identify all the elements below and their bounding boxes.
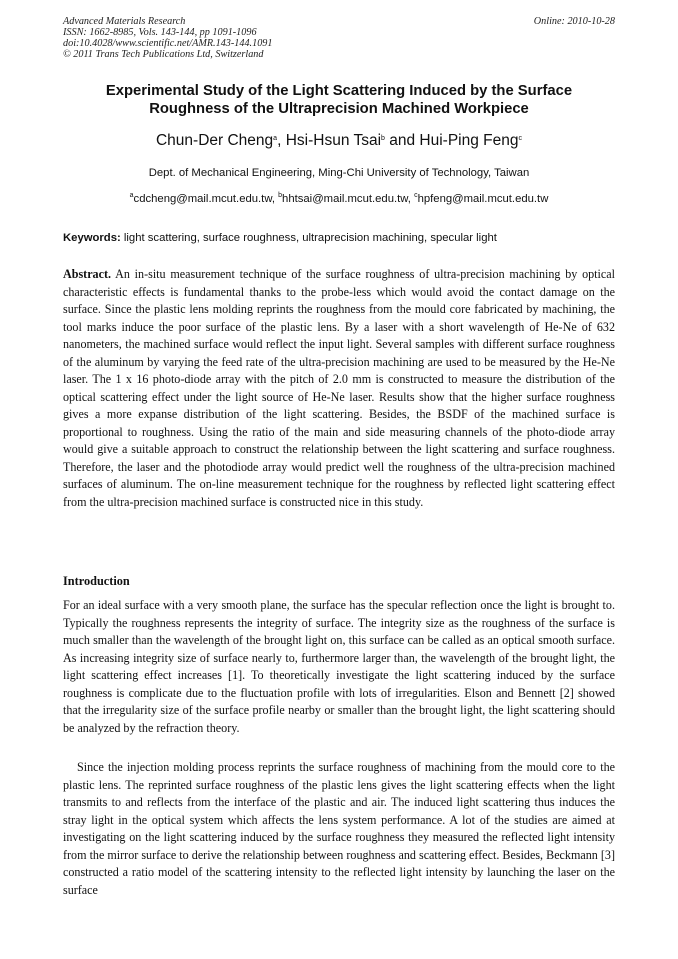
- keywords: [63, 231, 615, 246]
- doi-line: doi:10.4028/www.scientific.net/AMR.143-144.1091: [63, 38, 273, 49]
- abstract: [63, 266, 615, 511]
- online-date: Online: 2010-10-28: [533, 16, 615, 27]
- title-line-1: Experimental Study of the Light Scattering Induced by the Surface: [105, 83, 573, 99]
- email-list: [63, 192, 615, 207]
- email-separator: ,: [271, 193, 279, 205]
- copyright-line: © 2011 Trans Tech Publications Ltd, Switzerland: [63, 49, 264, 60]
- email-separator: ,: [407, 193, 415, 205]
- intro-paragraph-1: For an ideal surface with a very smooth plane, the surface has the specular reflection once the light is brought to. Typically the roughness represents the integrity of surface. The integrity size as the roughness of the surface is much smaller than the wavelength of the brought light on, this surface can be called as an optical smooth surface. As increasing integrity size of surface nearly to, furthermore larger than, the wavelength of the brought light, the light scattering effect increases [1]. To theoretically investigate the light scattering induced by the surface roughness is complicate due to the fluctuation profile with lots of irregularities. Elson and Bennett [2] showed that the irregularity size of the surface profile nearby or smaller than the brought light, the light scattering should be analyzed by the refraction theory.: [63, 598, 615, 735]
- intro-paragraph-2: Since the injection molding process reprints the surface roughness of machining from the mould core to the plastic lens. The reprinted surface roughness of the plastic lens gives the light scattering effects when the light transmits to and reflects from the interface of the plastic and air. The induced light scattering thus induces the stray light in the optical system which affects the lens system performance. A lot of the studies are aimed at investigating on the light scattering induced by the surface roughness they measured the reflected light intensity from the mirror surface to derive the relationship between roughness and scattering effect. Besides, Beckmann [3] constructed a ratio model of the scattering intensity to the reflected light intensity by launching the laser on the surface: [63, 760, 615, 897]
- author-affiliation-mark: c: [518, 135, 522, 142]
- email-mark: c: [414, 192, 418, 199]
- keywords-text: light scattering, surface roughness, ultraprecision machining, specular light: [120, 232, 497, 244]
- author-name: Chun-Der Cheng: [155, 132, 274, 149]
- author-name: Hsi-Hsun Tsai: [285, 132, 382, 149]
- title-line-2: Roughness of the Ultraprecision Machined Workpiece: [149, 101, 529, 117]
- author-separator: ,: [277, 132, 286, 149]
- email-mark: a: [129, 192, 134, 199]
- abstract-label: Abstract.: [63, 267, 112, 281]
- email-mark: b: [278, 192, 283, 199]
- author-list: [63, 131, 615, 151]
- author-affiliation-mark: a: [273, 135, 278, 142]
- email-address[interactable]: hhtsai@mail.mcut.edu.tw: [282, 193, 408, 205]
- keywords-label: Keywords:: [63, 232, 121, 244]
- abstract-text: An in-situ measurement technique of the surface roughness of ultra-precision machining by optical characteristic effects is fundamental thanks to the probe-less which would avoid the contact damage on the surface. Since the plastic lens molding reprints the roughness from the mould core fabricated by machining, the tool marks induce the poor surface of the plastic lens. By a laser with a short wavelength of He-Ne of 632 nanometers, the machined surface would reflect the input light. Several samples with different surface roughness of the aluminum by varying the feed rate of the ultra-precision machining are used to be measured by the He-Ne laser. The 1 x 16 photo-diode array with the pitch of 2.0 mm is constructed to measure the distribution of the optical scattering effect under the light source of He-Ne laser. Results show that the higher surface roughness gives a more expanse distribution of the light scattering. Besides, the BSDF of the machined surface is proportional to roughness. Using the ratio of the main and side measuring channels of the photo-diode array would give a suitable approach to construct the relationship between the light scattering and surface roughness. Therefore, the laser and the photodiode array would predict well the roughness of the ultra-precision machined surfaces of aluminum. The on-line measurement technique for the roughness by reflected light scattering effect from the ultra-precision machined surface is constructed nice in this study.: [63, 267, 615, 509]
- author-separator: and: [384, 132, 420, 149]
- paper-title: [63, 82, 615, 118]
- email-address[interactable]: cdcheng@mail.mcut.edu.tw: [133, 193, 272, 205]
- email-address[interactable]: hpfeng@mail.mcut.edu.tw: [417, 193, 549, 205]
- journal-header: [63, 16, 615, 60]
- section-heading-introduction: Introduction: [63, 574, 130, 588]
- issn-line: ISSN: 1662-8985, Vols. 143-144, pp 1091-1096: [63, 27, 257, 38]
- affiliation: Dept. of Mechanical Engineering, Ming-Chi University of Technology, Taiwan: [148, 167, 530, 179]
- journal-name: Advanced Materials Research: [63, 16, 186, 27]
- author-affiliation-mark: b: [381, 135, 385, 142]
- author-name: Hui-Ping Feng: [419, 132, 519, 149]
